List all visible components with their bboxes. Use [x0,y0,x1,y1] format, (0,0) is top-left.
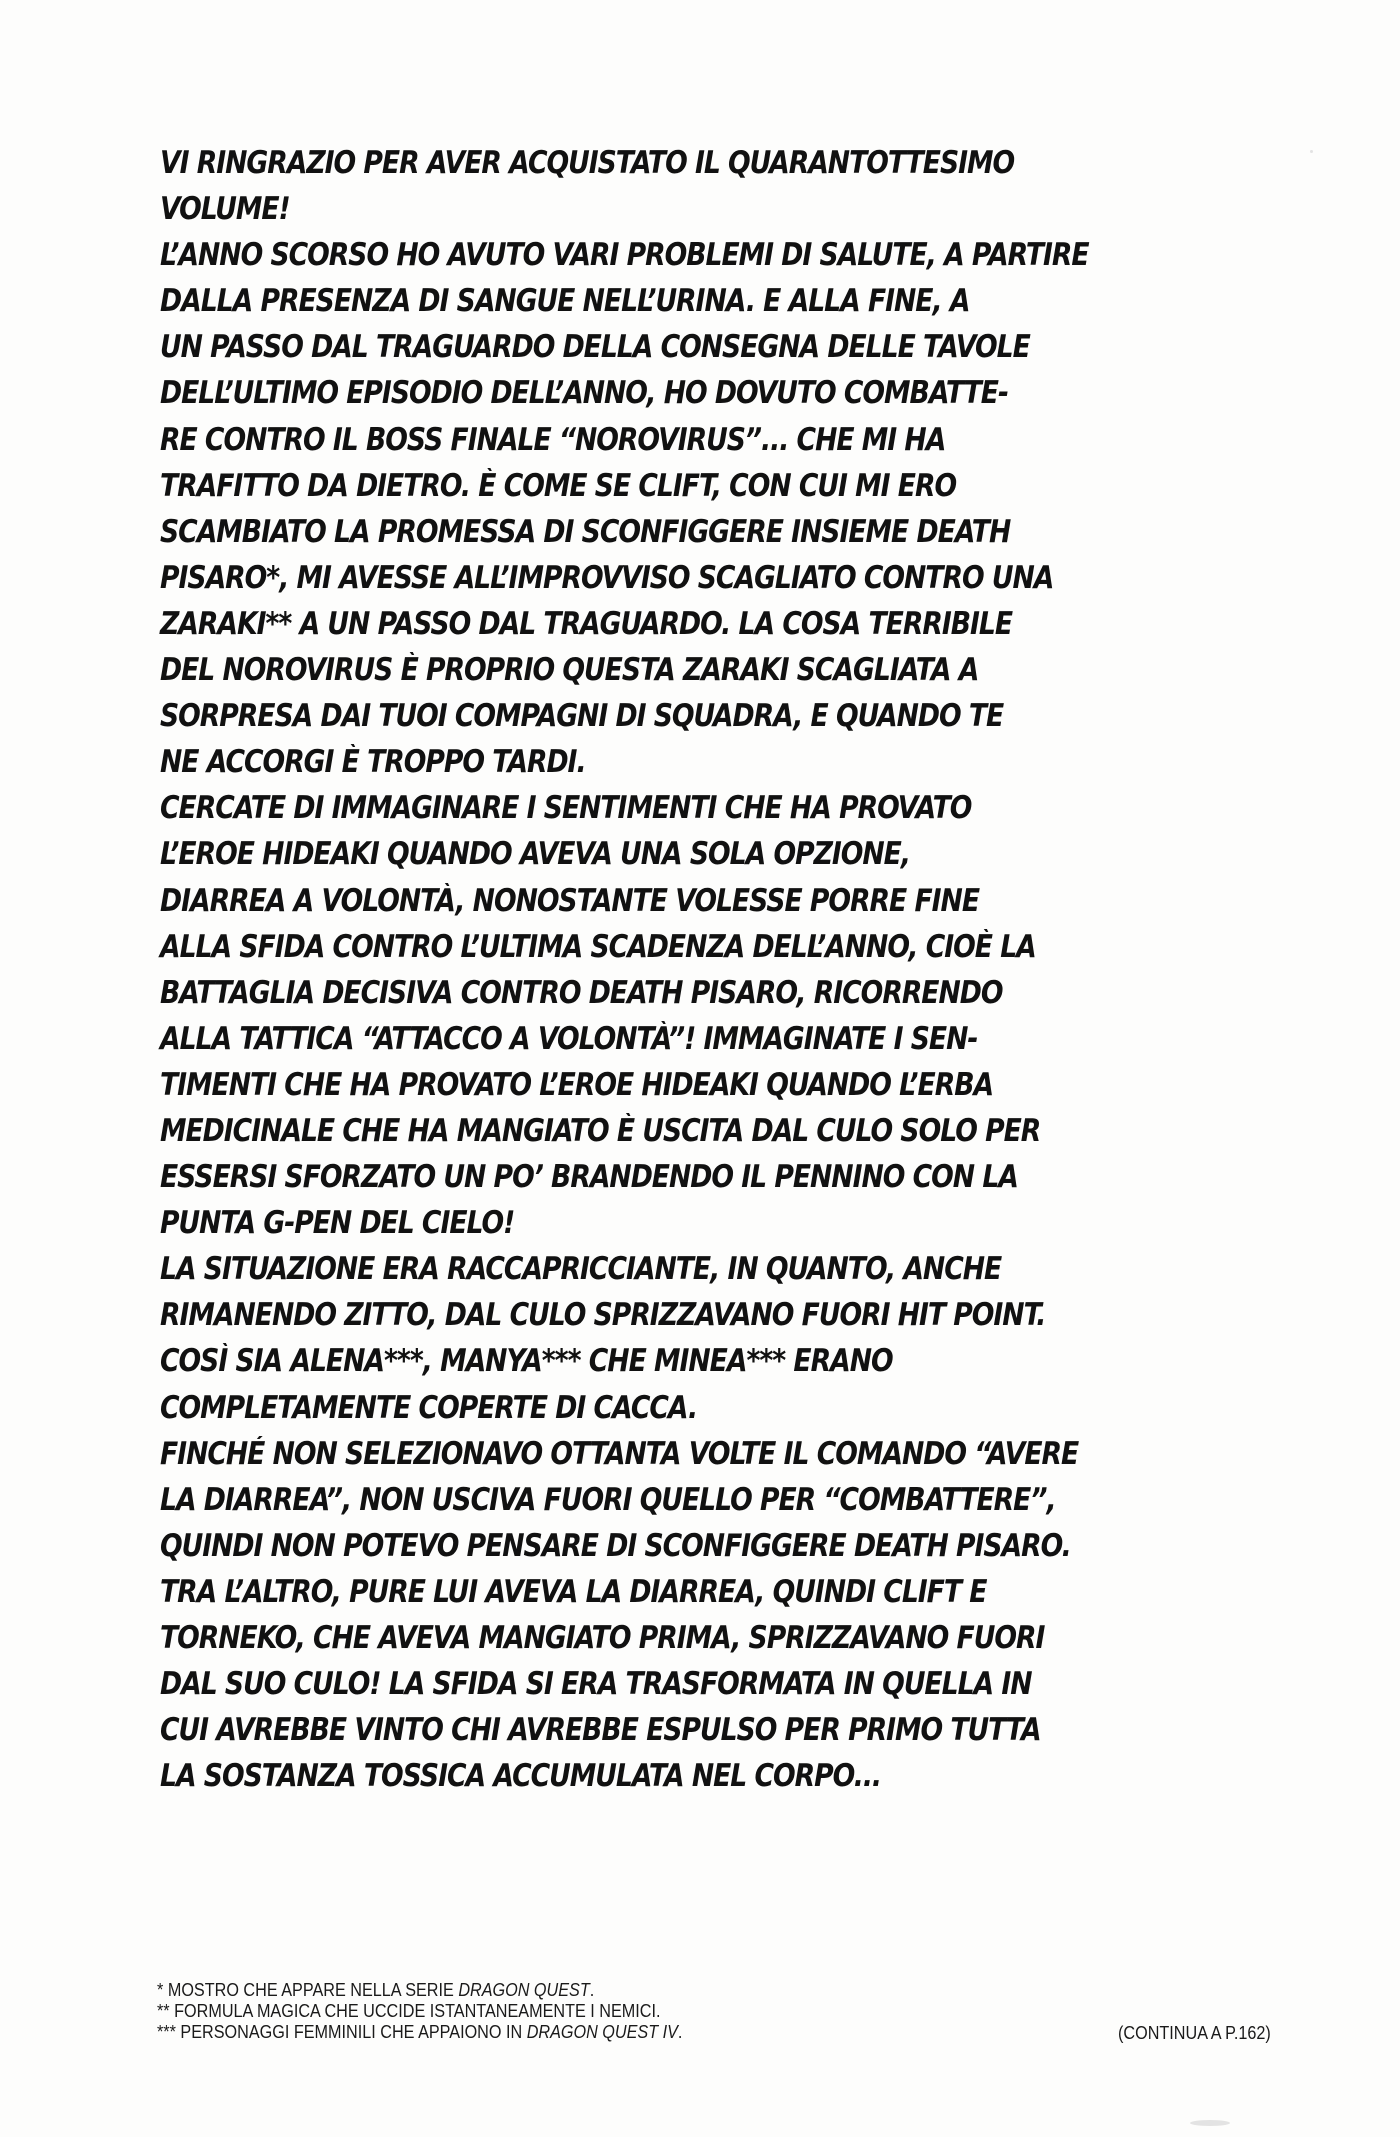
text-line: TRAFITTO DA DIETRO. È COME SE CLIFT, CON CUI MI ERO [160,467,957,504]
footnote-1 [157,1980,1192,2001]
footnote-text: FORMULA MAGICA CHE UCCIDE ISTANTANEAMENTE I NEMICI. [174,2001,661,2021]
text-line: ZARAKI** A UN PASSO DAL TRAGUARDO. LA COSA TERRIBILE [160,605,1013,642]
footnote-2 [157,2001,1192,2022]
text-line: MEDICINALE CHE HA MANGIATO È USCITA DAL CULO SOLO PER [160,1112,1041,1149]
continued-on-page-note: (CONTINUA A P.162) [1118,2023,1271,2043]
footnote-3 [157,2022,1192,2043]
text-line: FINCHÉ NON SELEZIONAVO OTTANTA VOLTE IL COMANDO “AVERE [160,1435,1079,1472]
text-line: LA SOSTANZA TOSSICA ACCUMULATA NEL CORPO... [160,1758,882,1795]
paper-speck [1310,150,1313,153]
text-line: ALLA TATTICA “ATTACCO A VOLONTÀ”! IMMAGINATE I SEN- [160,1020,978,1057]
text-line: L’ANNO SCORSO HO AVUTO VARI PROBLEMI DI SALUTE, A PARTIRE [160,237,1089,274]
text-line: ALLA SFIDA CONTRO L’ULTIMA SCADENZA DELL’ANNO, CIOÈ LA [160,928,1036,965]
footnote-marker: ** [157,2001,170,2021]
author-note-body [160,140,1300,1799]
text-line: SCAMBIATO LA PROMESSA DI SCONFIGGERE INSIEME DEATH [160,513,1011,550]
text-line: L’EROE HIDEAKI QUANDO AVEVA UNA SOLA OPZIONE, [160,836,910,873]
text-line: UN PASSO DAL TRAGUARDO DELLA CONSEGNA DELLE TAVOLE [160,329,1030,366]
text-line: CERCATE DI IMMAGINARE I SENTIMENTI CHE HA PROVATO [160,790,972,827]
text-line: COSÌ SIA ALENA***, MANYA*** CHE MINEA*** ERANO [160,1343,893,1380]
text-line: BATTAGLIA DECISIVA CONTRO DEATH PISARO, RICORRENDO [160,974,1003,1011]
text-line: NE ACCORGI È TROPPO TARDI. [160,744,586,781]
paper-speck [1190,2120,1230,2126]
footnote-text: PERSONAGGI FEMMINILI CHE APPAIONO IN [180,2022,527,2042]
text-line: PISARO*, MI AVESSE ALL’IMPROVVISO SCAGLIATO CONTRO UNA [160,559,1054,596]
text-line: PUNTA G-PEN DEL CIELO! [160,1205,515,1242]
text-line: CUI AVREBBE VINTO CHI AVREBBE ESPULSO PER PRIMO TUTTA [160,1712,1041,1749]
text-line: DAL SUO CULO! LA SFIDA SI ERA TRASFORMATA IN QUELLA IN [160,1666,1032,1703]
text-line: DIARREA A VOLONTÀ, NONOSTANTE VOLESSE PORRE FINE [160,882,980,919]
text-line: TRA L’ALTRO, PURE LUI AVEVA LA DIARREA, QUINDI CLIFT E [160,1573,987,1610]
footnote-title: DRAGON QUEST [458,1980,590,2000]
text-line: QUINDI NON POTEVO PENSARE DI SCONFIGGERE DEATH PISARO. [160,1527,1071,1564]
footnote-punct: . [677,2022,683,2042]
footnote-text: MOSTRO CHE APPARE NELLA SERIE [167,1980,459,2000]
text-line: VOLUME! [160,191,290,228]
text-line: COMPLETAMENTE COPERTE DI CACCA. [160,1389,698,1426]
text-line: RIMANENDO ZITTO, DAL CULO SPRIZZAVANO FUORI HIT POINT. [160,1297,1046,1334]
text-line: SORPRESA DAI TUOI COMPAGNI DI SQUADRA, E QUANDO TE [160,698,1004,735]
text-line: DEL NOROVIRUS È PROPRIO QUESTA ZARAKI SCAGLIATA A [160,652,979,689]
text-line: LA DIARREA”, NON USCIVA FUORI QUELLO PER “COMBATTERE”, [160,1481,1056,1518]
text-line: TORNEKO, CHE AVEVA MANGIATO PRIMA, SPRIZZAVANO FUORI [160,1620,1045,1656]
footnote-marker: *** [157,2022,176,2042]
text-line: DELL’ULTIMO EPISODIO DELL’ANNO, HO DOVUTO COMBATTE- [160,375,1009,412]
text-line: ESSERSI SFORZATO UN PO’ BRANDENDO IL PENNINO CON LA [160,1159,1018,1196]
text-line: LA SITUAZIONE ERA RACCAPRICCIANTE, IN QUANTO, ANCHE [160,1251,1002,1288]
text-line: VI RINGRAZIO PER AVER ACQUISTATO IL QUARANTOTTESIMO [160,145,1015,181]
text-line: RE CONTRO IL BOSS FINALE “NOROVIRUS”... CHE MI HA [160,421,946,458]
footnote-title: DRAGON QUEST IV [526,2022,678,2042]
footnote-punct: . [589,1980,595,2000]
footnote-marker: * [157,1980,164,2000]
text-line: TIMENTI CHE HA PROVATO L’EROE HIDEAKI QUANDO L’ERBA [160,1066,994,1103]
text-line: DALLA PRESENZA DI SANGUE NELL’URINA. E ALLA FINE, A [160,283,970,320]
